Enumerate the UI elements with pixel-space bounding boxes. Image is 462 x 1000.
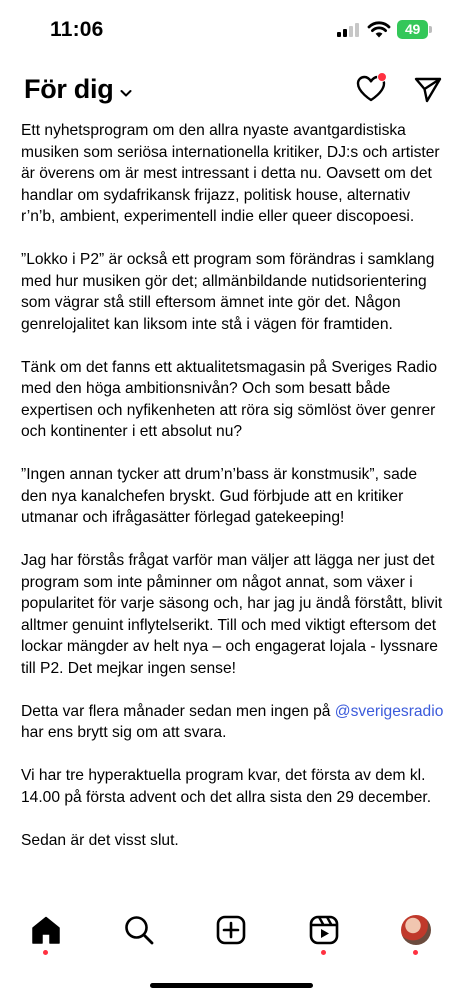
notification-dot: [377, 72, 387, 82]
send-icon[interactable]: [412, 73, 444, 105]
caption-paragraph-5: Jag har förstås frågat varför man väljer att lägga ner just det program som inte påminner om något annat, som växer i popularitet för varje säsong och, har jag ju ändå förstått, blivit alltmer genuint inflytelserikt. Till och med viktigt eftersom det lockar mängder av helt nya – och engagerat lojala - lyssnare till P2. Det mejkar ingen sense!: [21, 552, 443, 677]
profile-avatar[interactable]: [401, 915, 431, 945]
status-bar: [0, 0, 462, 58]
mention-link[interactable]: @sverigesradio: [334, 702, 444, 720]
page-title: För dig: [24, 74, 114, 104]
caption-paragraph-2: ”Lokko i P2” är också ett program som förändras i samklang med hur musiken gör det; allmänbildande nutidsorientering som vägrar stå still eftersom ämnet inte gör det. Någon genrelojalitet kan liksom inte stå i vägen för framtiden.: [21, 251, 435, 333]
caption-text: har ens brytt sig om att svara.: [21, 724, 227, 741]
reels-activity-dot: [321, 950, 326, 955]
battery-icon: [397, 20, 432, 39]
status-time: 11:06: [50, 18, 104, 41]
top-header: [0, 58, 462, 120]
chevron-down-icon: [119, 86, 133, 100]
reels-icon[interactable]: [308, 914, 340, 946]
caption-paragraph-8: Sedan är det visst slut.: [21, 831, 179, 849]
bottom-tab-bar: [0, 898, 462, 1000]
notifications-button[interactable]: [354, 72, 388, 104]
profile-activity-dot: [413, 950, 418, 955]
home-icon[interactable]: [30, 914, 62, 946]
caption-paragraph-7: Vi har tre hyperaktuella program kvar, det första av dem kl. 14.00 på första advent och det allra sista den 29 december.: [21, 767, 432, 806]
home-activity-dot: [43, 950, 48, 955]
wifi-icon: [367, 19, 391, 39]
post-caption: [21, 120, 445, 898]
caption-paragraph-6: [21, 701, 445, 744]
feed-selector[interactable]: [24, 74, 133, 105]
search-icon[interactable]: [123, 914, 155, 946]
create-icon[interactable]: [215, 914, 247, 946]
home-indicator: [150, 983, 313, 988]
caption-paragraph-1: Ett nyhetsprogram om den allra nyaste avantgardistiska musiken som seriösa internationella kritiker, DJ:s och artister är överens om är mest intressant i detta nu. Oavsett om det handlar om sydafrikansk frijazz, politisk house, alternativ r’n’b, ambient, experimentell indie eller queer discopoesi.: [21, 122, 440, 225]
cellular-signal-icon: [337, 23, 361, 37]
caption-paragraph-3: Tänk om det fanns ett aktualitetsmagasin på Sveriges Radio med den höga ambitionsnivån? Och som besatt både expertisen och nyfikenheten att röra sig sömlöst över genrer och kontinenter i ett absolut nu?: [21, 358, 438, 440]
battery-level: 49: [397, 20, 428, 39]
caption-text: Detta var flera månader sedan men ingen på: [21, 702, 335, 720]
caption-paragraph-4: ”Ingen annan tycker att drum’n’bass är konstmusik”, sade den nya kanalchefen bryskt. Gud förbjude att en kritiker utmanar och ifrågasätter förlegad gatekeeping!: [21, 466, 418, 526]
